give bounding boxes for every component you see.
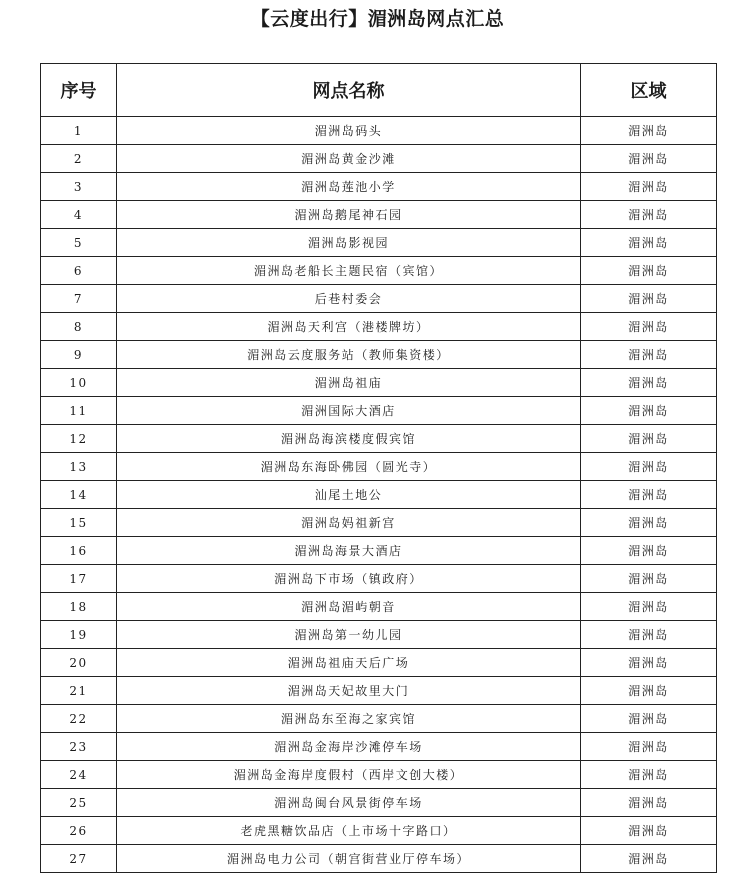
cell-area: 湄洲岛 (581, 285, 717, 313)
cell-area: 湄洲岛 (581, 705, 717, 733)
cell-area: 湄洲岛 (581, 369, 717, 397)
cell-site-name: 后巷村委会 (117, 285, 581, 313)
cell-number: 25 (41, 789, 117, 817)
column-header-area: 区域 (581, 64, 717, 117)
table-body (41, 117, 717, 873)
cell-number: 8 (41, 313, 117, 341)
cell-area: 湄洲岛 (581, 313, 717, 341)
cell-site-name: 湄洲岛海景大酒店 (117, 537, 581, 565)
cell-number: 13 (41, 453, 117, 481)
table-row (41, 481, 717, 509)
cell-site-name: 湄洲岛金海岸沙滩停车场 (117, 733, 581, 761)
cell-area: 湄洲岛 (581, 593, 717, 621)
cell-number: 23 (41, 733, 117, 761)
table-row (41, 369, 717, 397)
cell-site-name: 湄洲岛电力公司（朝宫街营业厅停车场） (117, 845, 581, 873)
cell-area: 湄洲岛 (581, 173, 717, 201)
table-row (41, 621, 717, 649)
cell-area: 湄洲岛 (581, 621, 717, 649)
cell-number: 24 (41, 761, 117, 789)
cell-site-name: 湄洲国际大酒店 (117, 397, 581, 425)
table-row (41, 453, 717, 481)
cell-site-name: 湄洲岛莲池小学 (117, 173, 581, 201)
cell-number: 11 (41, 397, 117, 425)
table-row (41, 565, 717, 593)
cell-site-name: 湄洲岛祖庙 (117, 369, 581, 397)
cell-site-name: 湄洲岛海滨楼度假宾馆 (117, 425, 581, 453)
cell-number: 27 (41, 845, 117, 873)
cell-area: 湄洲岛 (581, 537, 717, 565)
table-row (41, 173, 717, 201)
cell-area: 湄洲岛 (581, 677, 717, 705)
cell-area: 湄洲岛 (581, 117, 717, 145)
cell-area: 湄洲岛 (581, 761, 717, 789)
table-row (41, 341, 717, 369)
table-row (41, 425, 717, 453)
cell-area: 湄洲岛 (581, 257, 717, 285)
table-header-row (41, 64, 717, 117)
cell-number: 20 (41, 649, 117, 677)
cell-site-name: 湄洲岛东海卧佛园（圆光寺） (117, 453, 581, 481)
cell-site-name: 湄洲岛金海岸度假村（西岸文创大楼） (117, 761, 581, 789)
column-header-number: 序号 (41, 64, 117, 117)
cell-number: 15 (41, 509, 117, 537)
cell-site-name: 老虎黑糖饮品店（上市场十字路口） (117, 817, 581, 845)
cell-number: 2 (41, 145, 117, 173)
cell-site-name: 湄洲岛第一幼儿园 (117, 621, 581, 649)
cell-number: 3 (41, 173, 117, 201)
table-row (41, 201, 717, 229)
cell-site-name: 湄洲岛鹅尾神石园 (117, 201, 581, 229)
cell-number: 5 (41, 229, 117, 257)
table-row (41, 229, 717, 257)
cell-area: 湄洲岛 (581, 453, 717, 481)
table-row (41, 649, 717, 677)
cell-site-name: 湄洲岛影视园 (117, 229, 581, 257)
cell-area: 湄洲岛 (581, 649, 717, 677)
site-table (40, 63, 717, 873)
cell-area: 湄洲岛 (581, 509, 717, 537)
cell-number: 14 (41, 481, 117, 509)
cell-area: 湄洲岛 (581, 481, 717, 509)
cell-site-name: 湄洲岛祖庙天后广场 (117, 649, 581, 677)
cell-area: 湄洲岛 (581, 201, 717, 229)
column-header-site-name: 网点名称 (117, 64, 581, 117)
cell-number: 16 (41, 537, 117, 565)
document-title: 【云度出行】湄洲岛网点汇总 (250, 8, 505, 30)
cell-area: 湄洲岛 (581, 229, 717, 257)
cell-area: 湄洲岛 (581, 565, 717, 593)
cell-site-name: 湄洲岛老船长主题民宿（宾馆） (117, 257, 581, 285)
table-row (41, 789, 717, 817)
cell-area: 湄洲岛 (581, 845, 717, 873)
cell-site-name: 湄洲岛妈祖新宫 (117, 509, 581, 537)
table-row (41, 509, 717, 537)
cell-site-name: 湄洲岛东至海之家宾馆 (117, 705, 581, 733)
cell-number: 4 (41, 201, 117, 229)
table-row (41, 593, 717, 621)
table-row (41, 677, 717, 705)
cell-area: 湄洲岛 (581, 425, 717, 453)
table-row (41, 257, 717, 285)
cell-number: 21 (41, 677, 117, 705)
cell-number: 1 (41, 117, 117, 145)
table-row (41, 817, 717, 845)
table-row (41, 117, 717, 145)
cell-number: 17 (41, 565, 117, 593)
table-row (41, 705, 717, 733)
cell-number: 18 (41, 593, 117, 621)
cell-site-name: 湄洲岛天利宫（港楼牌坊） (117, 313, 581, 341)
table-row (41, 313, 717, 341)
cell-area: 湄洲岛 (581, 817, 717, 845)
cell-area: 湄洲岛 (581, 145, 717, 173)
cell-area: 湄洲岛 (581, 733, 717, 761)
cell-site-name: 湄洲岛云度服务站（教师集资楼） (117, 341, 581, 369)
cell-site-name: 湄洲岛天妃故里大门 (117, 677, 581, 705)
cell-site-name: 湄洲岛下市场（镇政府） (117, 565, 581, 593)
cell-number: 19 (41, 621, 117, 649)
cell-number: 26 (41, 817, 117, 845)
cell-number: 6 (41, 257, 117, 285)
table-row (41, 761, 717, 789)
cell-site-name: 汕尾土地公 (117, 481, 581, 509)
table-row (41, 285, 717, 313)
cell-number: 12 (41, 425, 117, 453)
cell-area: 湄洲岛 (581, 789, 717, 817)
table-row (41, 397, 717, 425)
cell-site-name: 湄洲岛黄金沙滩 (117, 145, 581, 173)
cell-area: 湄洲岛 (581, 397, 717, 425)
table-row (41, 733, 717, 761)
cell-number: 22 (41, 705, 117, 733)
table-row (41, 145, 717, 173)
cell-site-name: 湄洲岛湄屿朝音 (117, 593, 581, 621)
cell-area: 湄洲岛 (581, 341, 717, 369)
cell-number: 10 (41, 369, 117, 397)
cell-site-name: 湄洲岛码头 (117, 117, 581, 145)
cell-number: 7 (41, 285, 117, 313)
cell-number: 9 (41, 341, 117, 369)
cell-site-name: 湄洲岛闽台风景街停车场 (117, 789, 581, 817)
table-row (41, 845, 717, 873)
table-row (41, 537, 717, 565)
